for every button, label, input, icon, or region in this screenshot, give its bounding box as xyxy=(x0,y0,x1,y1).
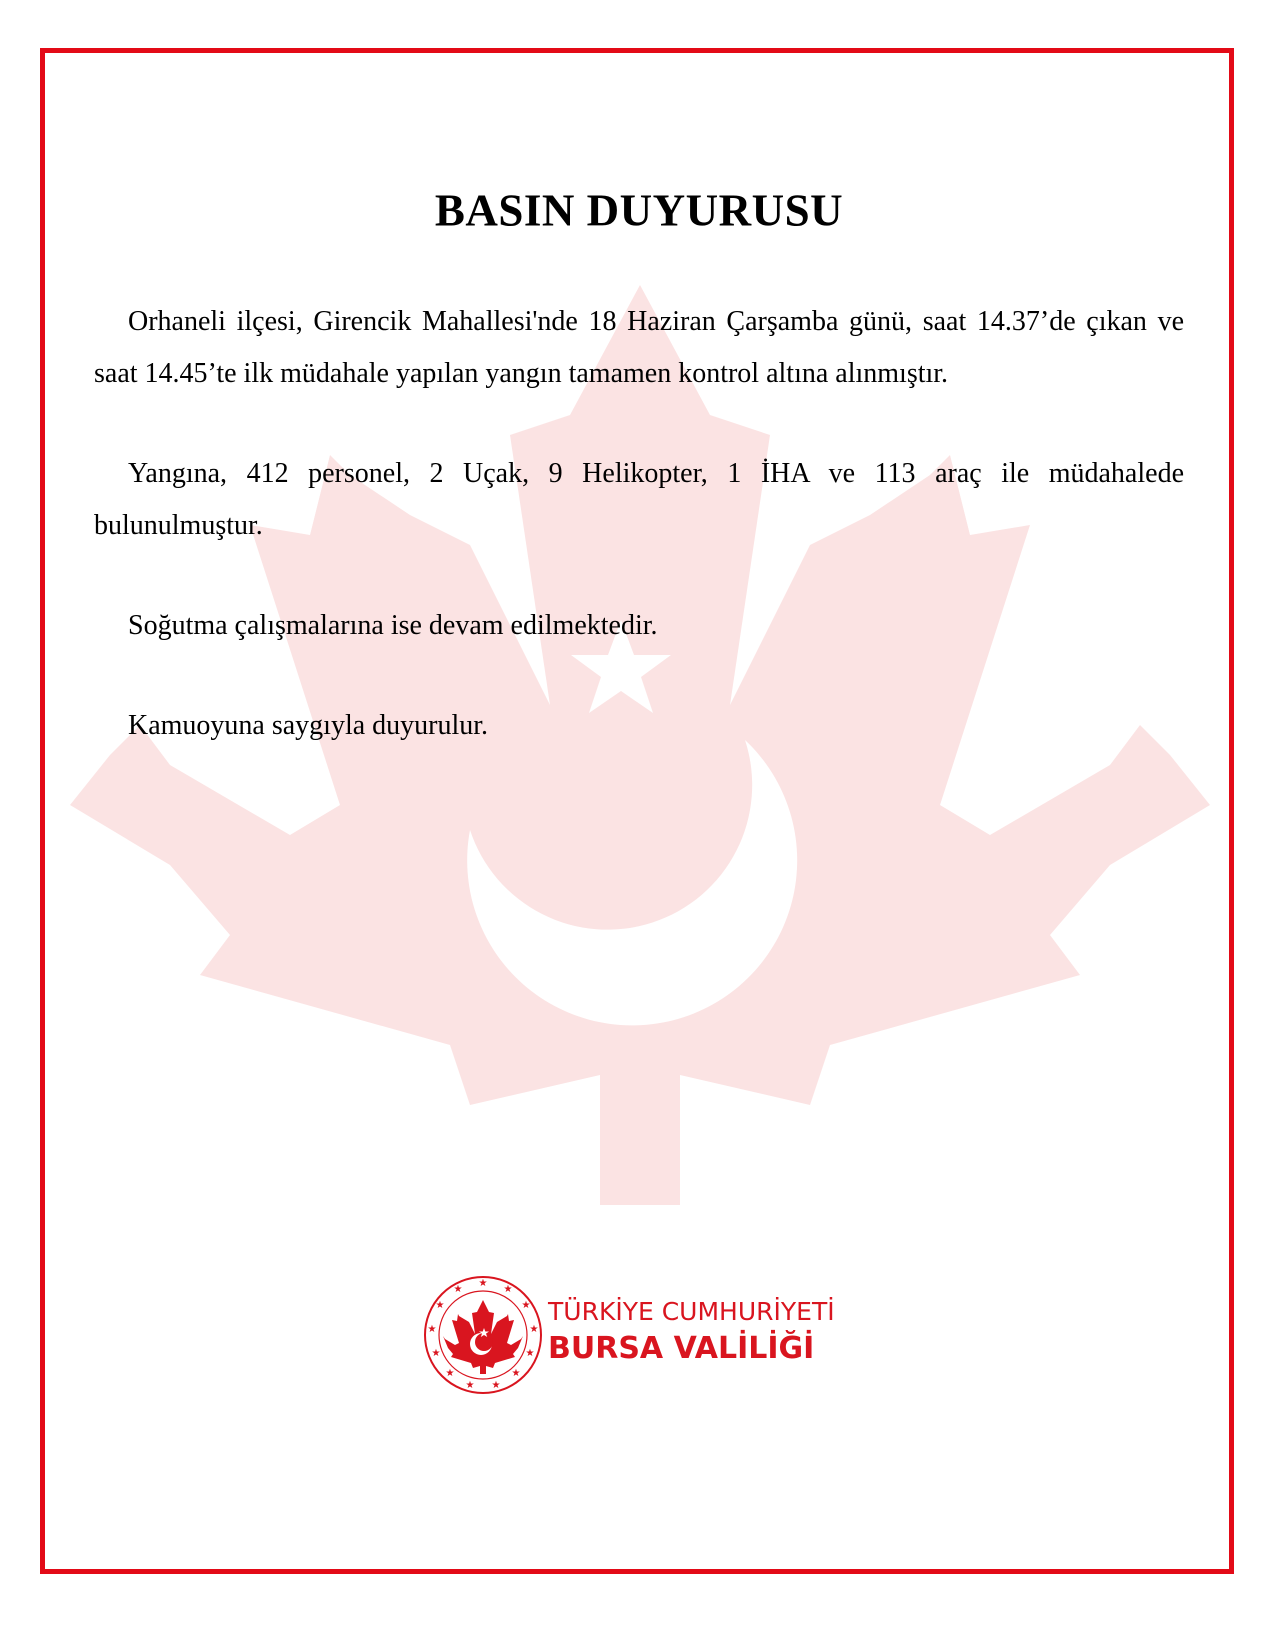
svg-text:★: ★ xyxy=(529,1324,539,1335)
document-body xyxy=(94,170,1184,752)
paragraph-response-resources: Yangına, 412 personel, 2 Uçak, 9 Helikopter, 1 İHA ve 113 araç ile müdahalede bulunulmuştur. xyxy=(94,458,1184,541)
bursa-valiligi-logo xyxy=(418,1270,835,1410)
svg-text:★: ★ xyxy=(453,1284,463,1295)
emblem-icon xyxy=(418,1270,548,1400)
svg-text:★: ★ xyxy=(427,1324,437,1335)
svg-text:★: ★ xyxy=(491,1380,501,1391)
svg-text:★: ★ xyxy=(445,1368,455,1379)
paragraph-cooling-work: Soğutma çalışmalarına ise devam edilmektedir. xyxy=(128,610,658,641)
svg-text:★: ★ xyxy=(521,1300,531,1311)
svg-text:★: ★ xyxy=(465,1380,475,1391)
svg-text:★: ★ xyxy=(503,1284,513,1295)
logo-text xyxy=(548,1296,835,1368)
paragraph-closing: Kamuoyuna saygıyla duyurulur. xyxy=(128,710,489,741)
svg-text:★: ★ xyxy=(431,1348,441,1359)
svg-text:★: ★ xyxy=(435,1300,445,1311)
logo-line-republic: TÜRKİYE CUMHURİYETİ xyxy=(548,1297,835,1326)
paragraph-fire-controlled: Orhaneli ilçesi, Girencik Mahallesi'nde 18 Haziran Çarşamba günü, saat 14.37’de çıkan ve saat 14.45’te ilk müdahale yapılan yangın tamamen kontrol altına alınmıştır. xyxy=(94,306,1184,389)
svg-text:★: ★ xyxy=(525,1348,535,1359)
logo-line-governorship: BURSA VALİLİĞİ xyxy=(548,1331,815,1366)
page-title: BASIN DUYURUSU xyxy=(434,184,844,236)
svg-text:★: ★ xyxy=(478,1278,488,1289)
svg-text:★: ★ xyxy=(511,1368,521,1379)
